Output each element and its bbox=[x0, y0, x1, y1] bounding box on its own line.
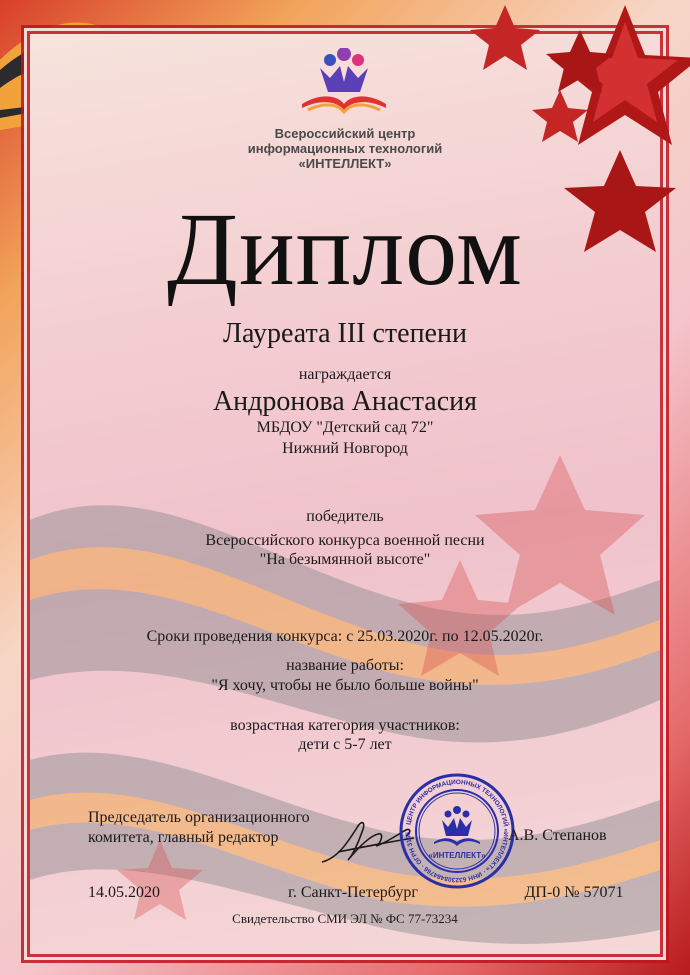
work-label: название работы: bbox=[286, 657, 404, 674]
recipient-institution: МБДОУ "Детский сад 72" bbox=[256, 419, 434, 436]
chairman-name: А.В. Степанов bbox=[508, 827, 607, 844]
chairman-title bbox=[88, 808, 348, 848]
svg-text:ЦЕНТР ИНФОРМАЦИОННЫХ ТЕХНОЛОГИ: ЦЕНТР ИНФОРМАЦИОННЫХ ТЕХНОЛОГИЙ «ИНТЕЛЛЕКТ» · ИНН 632308484766 · ОГРН 3156 bbox=[404, 778, 510, 884]
recipient-city: Нижний Новгород bbox=[282, 440, 408, 457]
recipient-name: Андронова Анастасия bbox=[212, 386, 478, 417]
issue-place: г. Санкт-Петербург bbox=[288, 884, 418, 901]
winner-label: победитель bbox=[306, 508, 384, 525]
diploma-number: ДП-0 № 57071 bbox=[524, 884, 624, 901]
organization-line-1: Всероссийский центр bbox=[274, 126, 416, 141]
awarded-label: награждается bbox=[298, 366, 392, 383]
chairman-line-1: Председатель организационного bbox=[88, 809, 310, 826]
work-title: "Я хочу, чтобы не было больше войны" bbox=[211, 677, 479, 694]
seal-stamp bbox=[398, 772, 516, 890]
degree-text: Лауреата III степени bbox=[223, 318, 467, 349]
organization-line-2: информационных технологий bbox=[247, 141, 443, 156]
media-certificate: Свидетельство СМИ ЭЛ № ФС 77-73234 bbox=[232, 911, 458, 926]
contest-subtitle: "На безымянной высоте" bbox=[259, 551, 431, 568]
contest-period: Сроки проведения конкурса: с 25.03.2020г. по 12.05.2020г. bbox=[146, 628, 544, 645]
intellekt-logo-icon bbox=[292, 48, 396, 118]
age-value: дети с 5-7 лет bbox=[298, 736, 392, 753]
chairman-line-2: комитета, главный редактор bbox=[88, 829, 279, 846]
svg-text:«ИНТЕЛЛЕКТ»: «ИНТЕЛЛЕКТ» bbox=[428, 851, 486, 860]
issue-date: 14.05.2020 bbox=[88, 884, 160, 901]
organization-line-3: «ИНТЕЛЛЕКТ» bbox=[298, 156, 392, 171]
diploma-title: Диплом bbox=[167, 192, 523, 307]
contest-name: Всероссийского конкурса военной песни bbox=[205, 532, 485, 549]
organization-name bbox=[190, 126, 500, 171]
age-label: возрастная категория участников: bbox=[230, 717, 460, 734]
